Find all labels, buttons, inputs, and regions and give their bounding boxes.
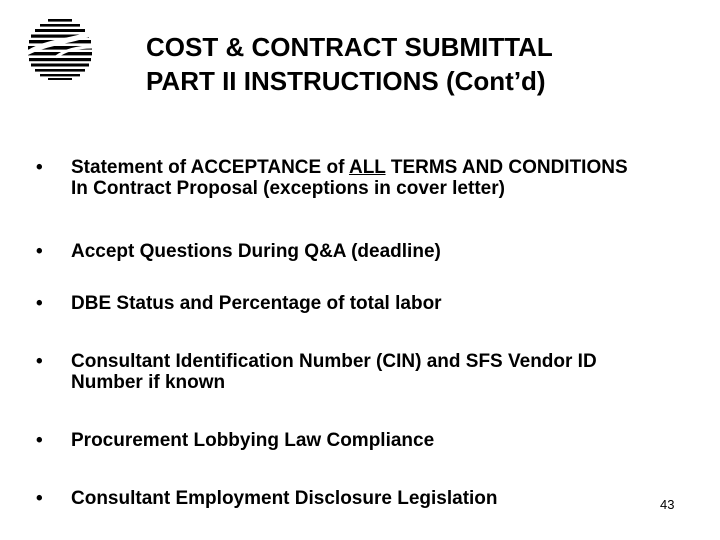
bullet-text: DBE Status and Percentage of total labor	[71, 293, 442, 314]
bullet-dot: •	[36, 488, 43, 509]
bullet-item-questions	[36, 241, 636, 262]
bullet-text: Consultant Employment Disclosure Legislation	[71, 488, 498, 509]
title-line-2: PART II INSTRUCTIONS (Cont’d)	[146, 66, 546, 96]
bullet-text-part: TERMS AND CONDITIONS In Contract Proposal (exceptions in cover letter)	[71, 157, 628, 199]
bullet-item-lobbying	[36, 430, 636, 451]
bullet-dot: •	[36, 351, 43, 372]
bullet-dot: •	[36, 293, 43, 314]
page-number: 43	[660, 497, 675, 512]
bullet-text: Consultant Identification Number (CIN) and SFS Vendor ID Number if known	[71, 351, 597, 393]
bullet-text: Procurement Lobbying Law Compliance	[71, 430, 435, 451]
bullet-text-underlined: ALL	[348, 157, 386, 178]
title-line-1: COST & CONTRACT SUBMITTAL	[146, 32, 553, 62]
bullet-dot: •	[36, 157, 43, 178]
bullet-item-disclosure	[36, 488, 636, 509]
slide-title	[146, 30, 706, 98]
bullet-item-acceptance	[36, 157, 636, 199]
bullet-text	[71, 157, 636, 199]
bullet-dot: •	[36, 430, 43, 451]
bullet-text-part: Statement of ACCEPTANCE of	[71, 157, 349, 178]
bullet-text: Accept Questions During Q&A (deadline)	[71, 241, 441, 262]
agency-logo	[26, 17, 94, 81]
bullet-item-dbe-status	[36, 293, 636, 314]
bullet-item-cin	[36, 351, 636, 393]
bullet-dot: •	[36, 241, 43, 262]
